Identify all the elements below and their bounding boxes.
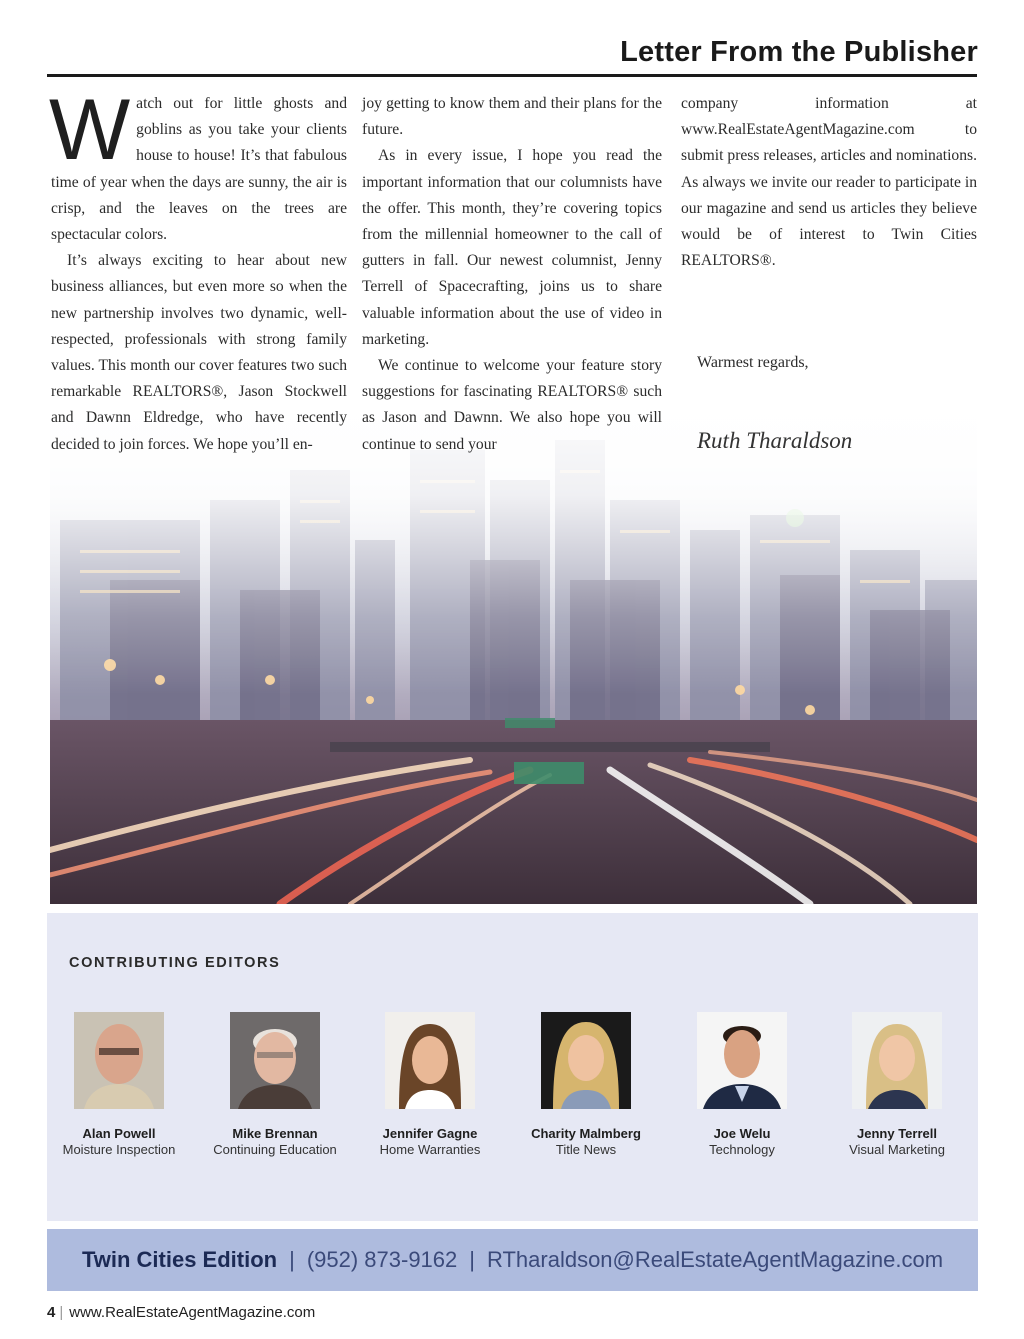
footer-url[interactable]: www.RealEstateAgentMagazine.com [69,1304,316,1321]
editor-name: Charity Malmberg [531,1126,641,1141]
contact-bar [47,1229,978,1291]
drop-cap: W [49,82,131,178]
footer-separator: | [59,1304,64,1321]
editor-card [822,1012,972,1157]
closing-text: Warmest regards, [697,354,809,371]
letter-column-2 [362,91,662,458]
letter-paragraph: We continue to welcome your feature story suggestions for fascinating REALTORS® such as Jason and Dawnn. We also hope you will continue to send your [362,357,662,453]
page-number: 4 [47,1304,56,1321]
letter-paragraph: It’s always exciting to hear about new business alliances, but even more so when the new partnership involves two dynamic, well-respected, professionals with strong family values. This month our cover features two such remarkable REALTORS®, Jason Stockwell and Dawnn Eldredge, who have recently decided to join forces. We hope you’ll en- [51,252,347,453]
editor-card [44,1012,194,1157]
letter-column-3 [681,91,977,274]
editors-heading: CONTRIBUTING EDITORS [69,955,281,971]
city-skyline-image [50,380,977,904]
editor-name: Alan Powell [82,1126,156,1141]
editor-photo [697,1012,787,1109]
contributing-editors-box [47,913,978,1221]
editor-name: Jenny Terrell [857,1126,937,1141]
editor-photo [541,1012,631,1109]
contact-phone[interactable]: (952) 873-9162 [306,1247,458,1272]
letter-paragraph: company information at www.RealEstateAgentMagazine.com to submit press releases, articles and nominations. As always we invite our reader to participate in our magazine and send us articles they believe would be of interest to Twin Cities REALTORS®. [681,95,977,270]
page-title: Letter From the Publisher [620,36,978,68]
letter-column-1 [49,82,347,458]
editor-card [355,1012,505,1157]
editor-name: Joe Welu [713,1126,771,1141]
editor-card [200,1012,350,1157]
publisher-signature: Ruth Tharaldson [697,428,853,453]
editor-role: Moisture Inspection [62,1142,176,1157]
letter-paragraph: atch out for little ghosts and goblins as you take your clients house to house! It’s that fabulous time of year when the days are sunny, the air is crisp, and the leaves on the trees are spectacular colors. [51,95,347,244]
editor-photo [852,1012,942,1109]
editor-name: Jennifer Gagne [382,1126,478,1141]
editor-name: Mike Brennan [232,1126,318,1141]
contact-email[interactable]: RTharaldson@RealEstateAgentMagazine.com [486,1247,944,1272]
editor-role: Title News [555,1142,617,1157]
editor-role: Continuing Education [213,1142,337,1157]
separator: | [469,1247,475,1272]
editor-photo [385,1012,475,1109]
editor-role: Visual Marketing [849,1142,945,1157]
letter-paragraph: As in every issue, I hope you read the important information that our columnists have the offer. This month, they’re covering topics from the millennial homeowner to the call of gutters in fall. Our newest columnist, Jenny Terrell of Spacecrafting, joins us to share valuable information about the use of video in marketing. [362,147,662,348]
editor-role: Home Warranties [379,1142,481,1157]
letter-paragraph: joy getting to know them and their plans for the future. [362,95,662,139]
page-footer [47,1304,315,1321]
editor-card [511,1012,661,1157]
header-rule [47,74,977,77]
editor-photo [230,1012,320,1109]
editor-role: Technology [709,1142,775,1157]
editor-photo [74,1012,164,1109]
separator: | [289,1247,295,1272]
editor-card [667,1012,817,1157]
edition-name: Twin Cities Edition [81,1247,278,1272]
